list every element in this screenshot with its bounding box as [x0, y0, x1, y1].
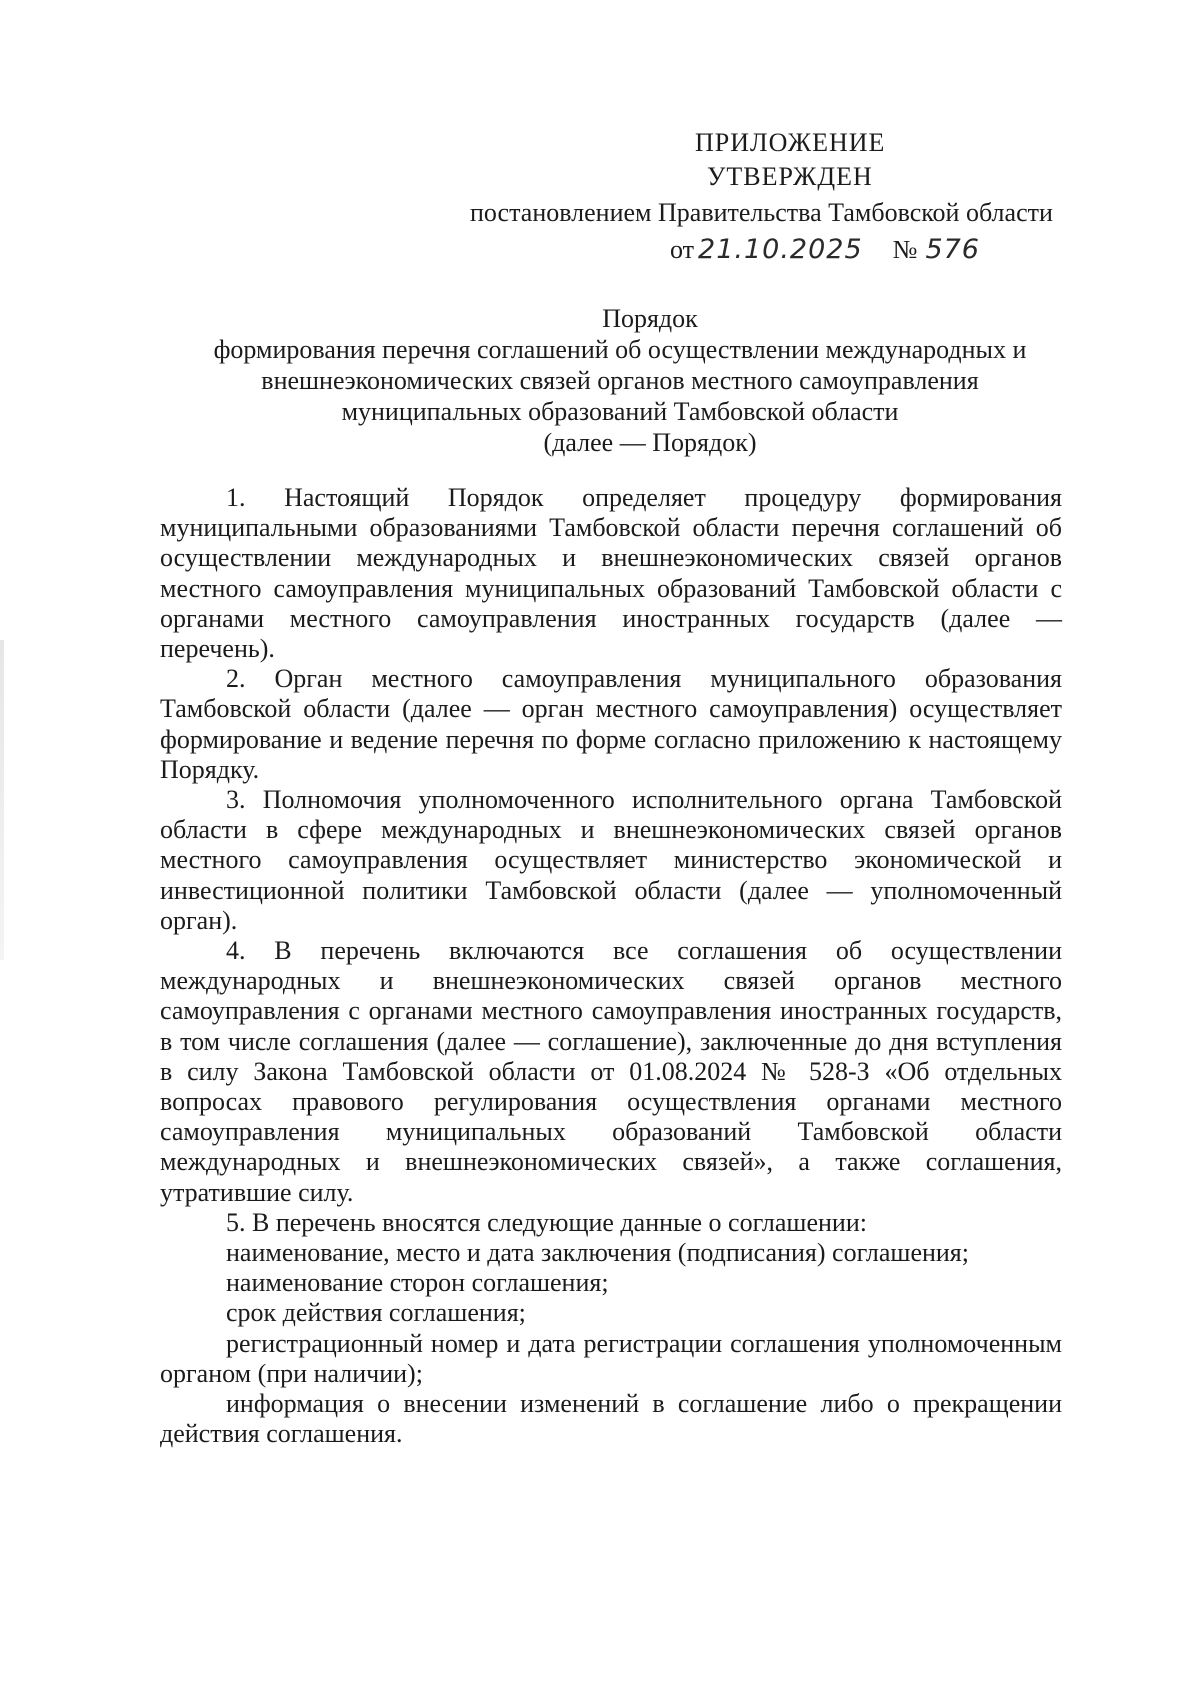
- date-prefix: от: [670, 235, 695, 264]
- title-line-4: муниципальных образований Тамбовской области: [341, 397, 899, 426]
- handwritten-number: 576: [925, 234, 980, 265]
- paragraph-2: 2. Орган местного самоуправления муниципального образования Тамбовской области (далее — орган местного самоуправления) осуществляет формирование и ведение перечня по форме согласно приложению к настоящему Порядку.: [160, 664, 1062, 784]
- list-item: информация о внесении изменений в соглашение либо о прекращении действия соглашения.: [160, 1389, 1062, 1449]
- paragraph-5: 5. В перечень вносятся следующие данные о соглашении:: [226, 1207, 867, 1237]
- list-item: регистрационный номер и дата регистрации соглашения уполномоченным органом (при наличии);: [160, 1328, 1062, 1388]
- title-line-5: (далее — Порядок): [543, 428, 757, 457]
- list-item: срок действия соглашения;: [226, 1298, 526, 1328]
- scan-edge-artifact: [0, 640, 4, 960]
- paragraph-3: 3. Полномочия уполномоченного исполнительного органа Тамбовской области в сфере международных и внешнеэкономических связей органов местного самоуправления осуществляет министерство экономической и инвестиционной политики Тамбовской области (далее — уполномоченный орган).: [160, 785, 1062, 935]
- approved-by-text: постановлением Правительства Тамбовской области: [470, 198, 1053, 227]
- title-line-1: Порядок: [602, 304, 698, 333]
- paragraph-1: 1. Настоящий Порядок определяет процедуру формирования муниципальными образованиями Тамбовской области перечня соглашений об осуществлении международных и внешнеэкономических связей органов местного самоуправления муниципальных образований Тамбовской области с органами местного самоуправления иностранных государств (далее — перечень).: [160, 483, 1062, 664]
- list-item: наименование, место и дата заключения (подписания) соглашения;: [226, 1238, 969, 1268]
- title-line-3: внешнеэкономических связей органов местного самоуправления: [261, 366, 979, 395]
- list-item: наименование сторон соглашения;: [226, 1268, 609, 1298]
- paragraph-4: 4. В перечень включаются все соглашения об осуществлении международных и внешнеэкономических связей органов местного самоуправления с органами местного самоуправления иностранных государств, в том числе соглашения (далее — соглашение), заключенные до дня вступления в силу Закона Тамбовской области от 01.08.2024 № 528-З «Об отдельных вопросах правового регулирования осуществления органами местного самоуправления муниципальных образований Тамбовской области международных и внешнеэкономических связей», а также соглашения, утратившие силу.: [160, 936, 1062, 1207]
- approved-label: УТВЕРЖДЕН: [707, 162, 873, 191]
- approval-date-line: [670, 234, 980, 265]
- number-sign: №: [892, 235, 918, 264]
- handwritten-date: 21.10.2025: [698, 234, 863, 265]
- document-title: [170, 303, 1070, 458]
- title-line-2: формирования перечня соглашений об осуществлении международных и: [213, 335, 1027, 364]
- appendix-label: ПРИЛОЖЕНИЕ: [695, 128, 886, 157]
- document-body: [160, 483, 1062, 1450]
